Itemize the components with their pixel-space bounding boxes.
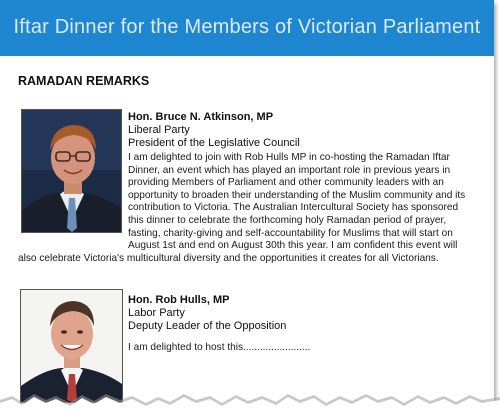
speaker-2-party: Labor Party [128, 307, 185, 319]
title-banner [0, 0, 494, 56]
speaker-2-role: Deputy Leader of the Opposition [128, 320, 287, 332]
portrait-photo-atkinson [21, 109, 122, 233]
torn-edge-decoration [0, 376, 500, 418]
section-heading: RAMADAN REMARKS [18, 74, 150, 88]
remarks-line: August 1st and end on August 30th this year. I am confident this event will [128, 240, 458, 251]
speaker-1-role: President of the Legislative Council [128, 137, 300, 149]
speaker-2-remarks [128, 342, 473, 355]
remarks-line: opportunity to broaden their understanding of the Muslim community and its [128, 189, 466, 201]
remarks-line: providing Members of Parliament and other community leaders with an [128, 177, 444, 189]
remarks-line: contribution to Victoria. The Australian Intercultural Society has sponsored [128, 202, 459, 214]
remarks-line: fasting, charity-giving and self-accountability for Muslims that will start on [128, 227, 453, 239]
banner-title: Iftar Dinner for the Members of Victorian Parliament [13, 15, 481, 38]
speaker-1-party: Liberal Party [128, 124, 190, 136]
remarks-line: Dinner, an event which has played an important role in previous years in [128, 164, 451, 176]
remarks-line: I am delighted to join with Rob Hulls MP in co-hosting the Ramadan Iftar [128, 152, 450, 163]
remarks-line: this dinner to celebrate the forthcoming holy Ramadan period of prayer, [128, 214, 447, 226]
speaker-1-name: Hon. Bruce N. Atkinson, MP [128, 111, 274, 123]
speaker-1-remarks-continued [18, 240, 474, 265]
remarks-line: I am delighted to host this........................ [128, 342, 311, 353]
speaker-2-name: Hon. Rob Hulls, MP [128, 294, 230, 306]
remarks-line: also celebrate Victoria's multicultural diversity and the opportunities it creates for all Victorians. [18, 252, 439, 264]
speaker-1-remarks [128, 152, 473, 240]
